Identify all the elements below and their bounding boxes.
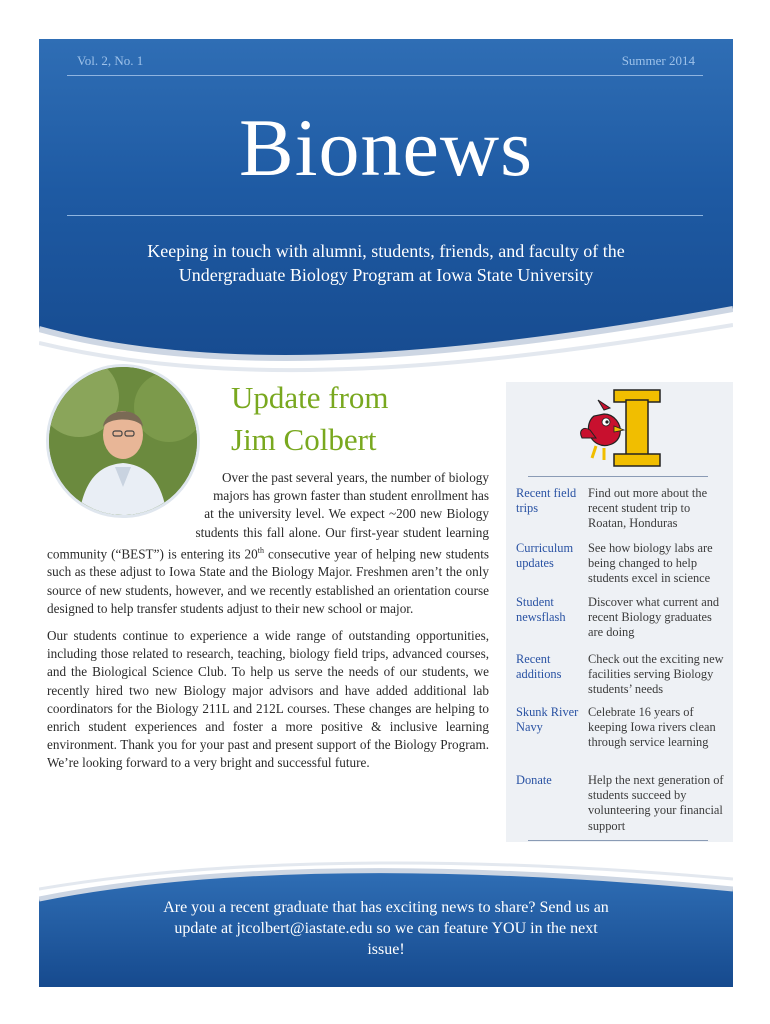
sidebar-item-key[interactable]: Donate [516, 773, 552, 787]
article-paragraph-1-end: consecutive year of helping new students such as these adjust to Iowa State and the Biology Major. Freshmen aren’t the only source of new students, however, and we recently established an orientation course designed to help transfer students adjust to their new school or major. [47, 546, 490, 616]
newsletter-page [39, 39, 733, 987]
article-paragraph-2: Our students continue to experience a wide range of outstanding opportunities, including those related to research, teaching, biology field trips, advanced courses, and the Biological Science Club. To help us serve the needs of our students, we recently hired two new Biology major advisors and have added additional lab coordinators for the Biology 211L and 212L courses. These changes are helping to enrich student experiences and foster a more positive & inclusive learning environment. Thank you for your past and present support of the Biology Program. We’re looking forward to a very bright and successful future. [47, 628, 489, 771]
masthead-top-rule [67, 75, 703, 76]
sidebar-item-key[interactable]: Skunk River Navy [516, 705, 579, 735]
article-paragraph-1-start: Over the past several years, the number of biology majors has grown faster than student enrollment has at the university level. We expect ~200 new Biology students this fall alone. Our first-year student learning community (“BEST”) is entering its 20 [47, 470, 489, 562]
sidebar-item-desc: Find out more about the recent student trip to Roatan, Honduras [588, 486, 708, 531]
masthead-bottom-rule [67, 215, 703, 216]
sidebar-item-key[interactable]: Recent field trips [516, 486, 577, 516]
sidebar-item-key[interactable]: Recent additions [516, 652, 562, 682]
volume-label: Vol. 2, No. 1 [77, 53, 144, 68]
sidebar-item-key[interactable]: Student newsflash [516, 595, 566, 625]
sidebar-item-desc: Celebrate 16 years of keeping Iowa rivers clean through service learning [588, 705, 716, 750]
ordinal-suffix: th [257, 545, 264, 555]
season-label: Summer 2014 [621, 53, 695, 68]
sidebar [506, 382, 733, 842]
newsletter-title: Bionews [239, 102, 533, 193]
sidebar-item-key[interactable]: Curriculum updates [516, 541, 574, 571]
sidebar-item-desc: Check out the exciting new facilities serving Biology students’ needs [588, 652, 724, 697]
sidebar-item-desc: Help the next generation of students succeed by volunteering your financial support [588, 773, 724, 833]
sidebar-item-desc: Discover what current and recent Biology graduates are doing [588, 595, 720, 640]
sidebar-item-desc: See how biology labs are being changed to help students excel in science [588, 541, 713, 586]
tagline [79, 239, 693, 287]
tagline-line-1: Keeping in touch with alumni, students, friends, and faculty of the [147, 241, 625, 261]
update-heading [231, 377, 389, 461]
cyclone-mascot-logo-icon [576, 386, 666, 470]
update-heading-line-1: Update from [231, 380, 389, 415]
sidebar-bottom-rule [528, 840, 708, 841]
article-body [47, 469, 489, 782]
footer-callout: Are you a recent graduate that has exciting news to share? Send us an update at jtcolbert@iastate.edu so we can feature YOU in the next issue! [163, 899, 609, 958]
update-heading-line-2: Jim Colbert [231, 422, 377, 457]
tagline-line-2: Undergraduate Biology Program at Iowa State University [178, 265, 594, 285]
sidebar-top-rule [528, 476, 708, 477]
